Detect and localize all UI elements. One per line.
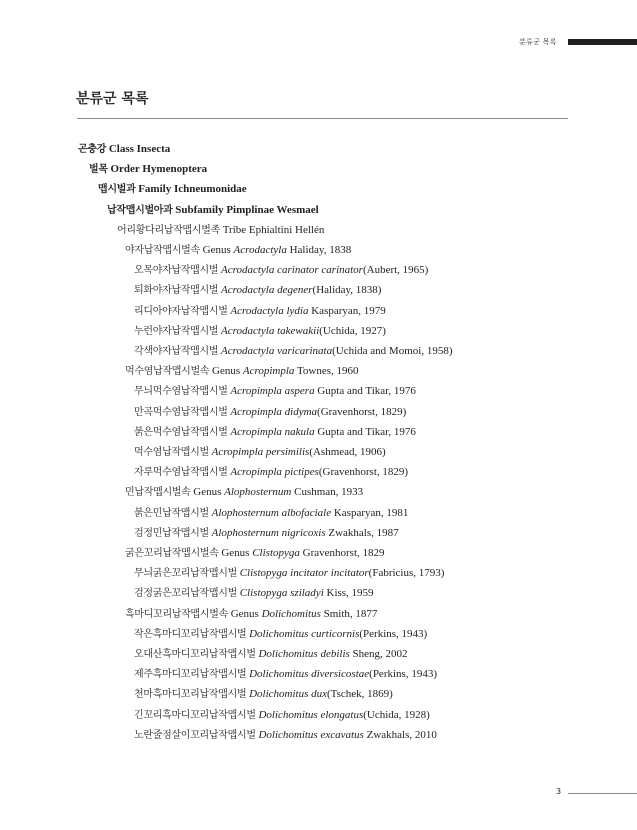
page-number: 3 bbox=[556, 787, 562, 796]
scientific-name: Acrodactyla takewakii bbox=[221, 324, 320, 337]
taxon-row bbox=[78, 142, 170, 157]
taxon-row bbox=[98, 182, 247, 197]
taxon-row bbox=[134, 324, 386, 339]
taxon-row bbox=[134, 667, 437, 682]
korean-name: 납작맵시벌아과 bbox=[107, 204, 173, 216]
rank-label: Subfamily Pimplinae Wesmael bbox=[175, 203, 319, 216]
scientific-name: Dolichomitus diversicostae bbox=[249, 668, 370, 681]
scientific-name: Dolichomitus bbox=[261, 607, 321, 620]
running-header: 분류군 목록 bbox=[519, 38, 557, 46]
korean-name: 벌목 bbox=[89, 164, 108, 176]
authority: Kasparyan, 1979 bbox=[311, 304, 386, 317]
footer-rule bbox=[568, 793, 637, 794]
taxon-row bbox=[134, 728, 437, 743]
authority: (Ashmead, 1906) bbox=[309, 446, 386, 458]
taxon-row bbox=[117, 223, 324, 238]
scientific-name: Dolichomitus debilis bbox=[258, 648, 350, 660]
authority: Cushman, 1933 bbox=[294, 486, 364, 499]
scientific-name: Alophosternum nigricoxis bbox=[211, 526, 326, 539]
authority: (Haliday, 1838) bbox=[312, 284, 382, 297]
korean-name: 작은흑마디꼬리납작맵시벌 bbox=[134, 628, 247, 640]
authority: Haliday, 1838 bbox=[289, 244, 352, 256]
rank-label: Genus bbox=[202, 244, 231, 256]
scientific-name: Alophosternum albofaciale bbox=[211, 506, 332, 519]
taxon-row bbox=[107, 203, 319, 218]
scientific-name: Dolichomitus elongatus bbox=[258, 708, 364, 721]
authority: Kiss, 1959 bbox=[326, 587, 374, 600]
scientific-name: Acrodactyla lydia bbox=[230, 304, 309, 317]
korean-name: 누런야자납작맵시벌 bbox=[134, 325, 219, 337]
rank-label: Tribe Ephialtini Hellén bbox=[222, 223, 325, 236]
korean-name: 리디아야자납작맵시벌 bbox=[134, 305, 228, 317]
authority: (Uchida, 1927) bbox=[319, 324, 386, 337]
rank-label: Order Hymenoptera bbox=[110, 163, 208, 176]
rank-label: Genus bbox=[221, 547, 250, 559]
scientific-name: Acrodactyla bbox=[233, 244, 287, 256]
rank-label: Genus bbox=[193, 486, 222, 499]
taxon-row bbox=[134, 586, 374, 601]
korean-name: 맵시벌과 bbox=[98, 184, 136, 196]
taxon-row bbox=[125, 485, 363, 500]
taxon-row bbox=[134, 405, 406, 420]
header-bar bbox=[568, 39, 637, 45]
authority: (Uchida and Momoi, 1958) bbox=[332, 345, 453, 357]
korean-name: 야자납작맵시벌속 bbox=[125, 245, 200, 256]
authority: (Gravenhorst, 1829) bbox=[317, 405, 407, 418]
scientific-name: Acrodactyla carinator carinator bbox=[221, 264, 363, 277]
title-rule bbox=[77, 118, 568, 119]
taxon-row bbox=[125, 607, 377, 622]
page-title: 분류군 목록 bbox=[76, 91, 149, 107]
authority: Gupta and Tikar, 1976 bbox=[317, 385, 416, 398]
taxon-row bbox=[125, 546, 385, 561]
taxon-row bbox=[125, 243, 351, 258]
taxon-row bbox=[134, 708, 430, 723]
korean-name: 오대산흑마디꼬리납작맵시벌 bbox=[134, 649, 256, 660]
authority: Townes, 1960 bbox=[296, 365, 359, 378]
korean-name: 긴꼬리흑마디꼬리납작맵시벌 bbox=[134, 709, 256, 721]
korean-name: 먹수염납작맵시벌 bbox=[134, 447, 209, 458]
taxon-row bbox=[134, 687, 393, 702]
taxon-row bbox=[134, 304, 386, 319]
authority: (Fabricius, 1793) bbox=[368, 567, 445, 580]
taxon-row bbox=[134, 465, 408, 480]
authority: (Gravenhorst, 1829) bbox=[318, 466, 409, 479]
taxon-row bbox=[134, 627, 427, 642]
taxon-row bbox=[134, 384, 416, 399]
authority: Smith, 1877 bbox=[323, 607, 378, 620]
authority: (Uchida, 1928) bbox=[363, 708, 430, 721]
scientific-name: Clistopyga incitator incitator bbox=[239, 567, 369, 580]
scientific-name: Dolichomitus excavatus bbox=[258, 728, 364, 741]
korean-name: 오목야자납작맵시벌 bbox=[134, 265, 219, 277]
authority: (Tschek, 1869) bbox=[327, 688, 393, 701]
authority: (Perkins, 1943) bbox=[369, 668, 437, 681]
korean-name: 천마흑마디꼬리납작맵시벌 bbox=[134, 689, 247, 701]
authority: Zwakhals, 2010 bbox=[366, 728, 437, 741]
authority: Gupta and Tikar, 1976 bbox=[317, 425, 416, 438]
korean-name: 검정굵은꼬리납작맵시벌 bbox=[134, 588, 237, 600]
scientific-name: Acropimpla didyma bbox=[230, 405, 318, 418]
scientific-name: Acropimpla bbox=[242, 365, 295, 378]
authority: Sheng, 2002 bbox=[352, 648, 408, 660]
korean-name: 제주흑마디꼬리납작맵시벌 bbox=[134, 669, 247, 681]
taxon-row bbox=[89, 162, 207, 177]
rank-label: Class Insecta bbox=[108, 143, 171, 155]
korean-name: 굵은꼬리납작맵시벌속 bbox=[125, 548, 219, 559]
korean-name: 검정민납작맵시벌 bbox=[134, 527, 209, 539]
taxon-row bbox=[134, 566, 444, 581]
korean-name: 붉은먹수염납작맵시벌 bbox=[134, 426, 228, 438]
rank-label: Genus bbox=[212, 365, 241, 378]
scientific-name: Acropimpla nakula bbox=[230, 425, 315, 438]
scientific-name: Acropimpla aspera bbox=[230, 385, 315, 398]
scientific-name: Dolichomitus curticornis bbox=[249, 627, 360, 640]
authority: (Perkins, 1943) bbox=[359, 627, 428, 640]
korean-name: 흑마디꼬리납작맵시벌속 bbox=[125, 608, 228, 620]
taxon-row bbox=[134, 283, 381, 298]
rank-label: Genus bbox=[230, 607, 259, 620]
korean-name: 각색야자납작맵시벌 bbox=[134, 346, 219, 357]
taxon-row bbox=[134, 506, 408, 521]
scientific-name: Acrodactyla varicarinata bbox=[221, 345, 333, 357]
scientific-name: Acrodactyla degener bbox=[221, 284, 313, 297]
taxon-row bbox=[134, 526, 399, 541]
scientific-name: Clistopyga bbox=[252, 547, 300, 559]
korean-name: 노란줄점살이꼬리납작맵시벌 bbox=[134, 729, 256, 741]
scientific-name: Alophosternum bbox=[224, 486, 292, 499]
scientific-name: Clistopyga sziladyi bbox=[239, 587, 324, 600]
scientific-name: Acropimpla pictipes bbox=[230, 466, 319, 479]
taxon-row bbox=[125, 364, 359, 379]
korean-name: 자루먹수염납작맵시벌 bbox=[134, 467, 228, 479]
korean-name: 어리황다리납작맵시벌족 bbox=[117, 224, 220, 236]
taxon-row bbox=[134, 425, 416, 440]
korean-name: 무늬굵은꼬리납작맵시벌 bbox=[134, 568, 237, 580]
korean-name: 퇴화야자납작맵시벌 bbox=[134, 285, 219, 297]
taxon-row bbox=[134, 647, 408, 662]
korean-name: 붉은민납작맵시벌 bbox=[134, 507, 209, 519]
korean-name: 만곡먹수염납작맵시벌 bbox=[134, 406, 228, 418]
korean-name: 무늬먹수염납작맵시벌 bbox=[134, 386, 228, 398]
taxon-row bbox=[134, 263, 428, 278]
taxon-row bbox=[134, 445, 386, 460]
korean-name: 먹수염납작맵시벌속 bbox=[125, 366, 210, 378]
authority: (Aubert, 1965) bbox=[362, 264, 429, 277]
korean-name: 민납작맵시벌속 bbox=[125, 487, 191, 499]
scientific-name: Acropimpla persimilis bbox=[211, 446, 310, 458]
korean-name: 곤충강 bbox=[78, 144, 107, 155]
authority: Kasparyan, 1981 bbox=[333, 506, 409, 519]
authority: Zwakhals, 1987 bbox=[328, 526, 399, 539]
scientific-name: Dolichomitus dux bbox=[249, 688, 327, 701]
taxon-row bbox=[134, 344, 452, 359]
authority: Gravenhorst, 1829 bbox=[302, 547, 385, 559]
rank-label: Family Ichneumonidae bbox=[138, 183, 247, 196]
